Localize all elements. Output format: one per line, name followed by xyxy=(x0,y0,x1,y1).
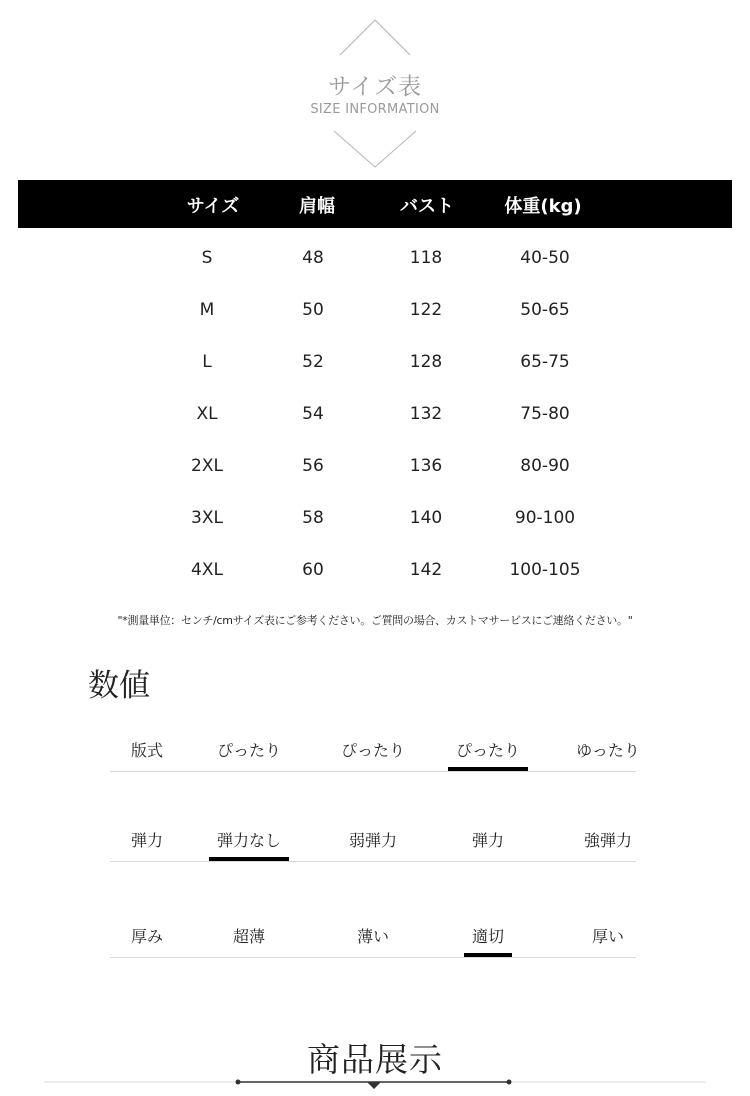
spec-row-fit xyxy=(110,732,640,772)
table-row xyxy=(0,232,750,284)
spec-row-divider xyxy=(110,957,636,958)
spec-row-divider xyxy=(110,861,636,862)
bust-cell: 122 xyxy=(409,300,443,320)
size-cell: XL xyxy=(196,404,218,424)
spec-option-selected: ぴったり xyxy=(456,738,520,761)
shoulder-cell: 50 xyxy=(302,300,324,320)
measurement-note: "*測量単位：センチ/cmサイズ表にご参考ください。ご質問の場合、カストマサービスにご連絡ください。" xyxy=(117,614,633,627)
spec-section-title: 数値 xyxy=(88,668,150,704)
bust-cell: 136 xyxy=(409,456,443,476)
weight-cell: 90-100 xyxy=(514,508,576,528)
table-row xyxy=(0,492,750,544)
spec-option-selected: 適切 xyxy=(472,924,504,947)
size-cell: 3XL xyxy=(191,508,223,528)
spec-option: 薄い xyxy=(356,927,390,946)
weight-cell: 40-50 xyxy=(520,248,570,268)
table-row xyxy=(0,440,750,492)
column-header-size: サイズ xyxy=(186,196,240,217)
column-header-weight: 体重(kg) xyxy=(504,196,582,217)
shoulder-cell: 58 xyxy=(302,508,324,528)
size-cell: 4XL xyxy=(191,560,223,580)
shoulder-cell: 52 xyxy=(302,352,324,372)
bust-cell: 128 xyxy=(409,352,443,372)
spec-row-divider xyxy=(110,771,636,772)
bust-cell: 118 xyxy=(409,248,443,268)
bust-cell: 142 xyxy=(409,560,443,580)
bust-cell: 132 xyxy=(409,404,443,424)
size-cell: M xyxy=(199,300,215,320)
table-row xyxy=(0,388,750,440)
column-header-shoulder: 肩幅 xyxy=(299,196,335,217)
spec-option-selected: 弾力なし xyxy=(217,828,281,851)
spec-option: 弱弾力 xyxy=(348,831,398,850)
weight-cell: 80-90 xyxy=(520,456,570,476)
shoulder-cell: 48 xyxy=(302,248,324,268)
spec-option: ぴったり xyxy=(216,741,282,760)
size-chart-title: サイズ表 xyxy=(327,74,423,100)
size-table-header xyxy=(18,180,732,228)
spec-row-elasticity xyxy=(110,822,636,862)
size-cell: L xyxy=(202,352,212,372)
product-display-title: 商品展示 xyxy=(307,1040,443,1079)
spec-option: 強弾力 xyxy=(583,831,633,850)
weight-cell: 75-80 xyxy=(520,404,570,424)
table-row xyxy=(0,544,750,596)
column-header-bust: バスト xyxy=(400,196,454,217)
table-row xyxy=(0,336,750,388)
shoulder-cell: 56 xyxy=(302,456,324,476)
spec-label: 版式 xyxy=(130,741,164,760)
bust-cell: 140 xyxy=(409,508,443,528)
spec-label: 弾力 xyxy=(130,831,164,850)
product-title-underline-decoration xyxy=(0,1072,750,1096)
weight-cell: 50-65 xyxy=(520,300,570,320)
spec-option: 弾力 xyxy=(471,831,505,850)
spec-option: ぴったり xyxy=(340,741,406,760)
size-cell: 2XL xyxy=(191,456,223,476)
table-row xyxy=(0,284,750,336)
spec-option: ゆったり xyxy=(576,741,640,760)
spec-row-thickness xyxy=(110,918,636,958)
weight-cell: 100-105 xyxy=(509,560,581,580)
size-cell: S xyxy=(201,248,213,268)
shoulder-cell: 60 xyxy=(302,560,324,580)
spec-label: 厚み xyxy=(130,927,164,946)
spec-option: 厚い xyxy=(591,927,625,946)
shoulder-cell: 54 xyxy=(302,404,324,424)
spec-option: 超薄 xyxy=(232,927,266,946)
size-chart-subtitle: SIZE INFORMATION xyxy=(310,102,440,117)
weight-cell: 65-75 xyxy=(520,352,570,372)
